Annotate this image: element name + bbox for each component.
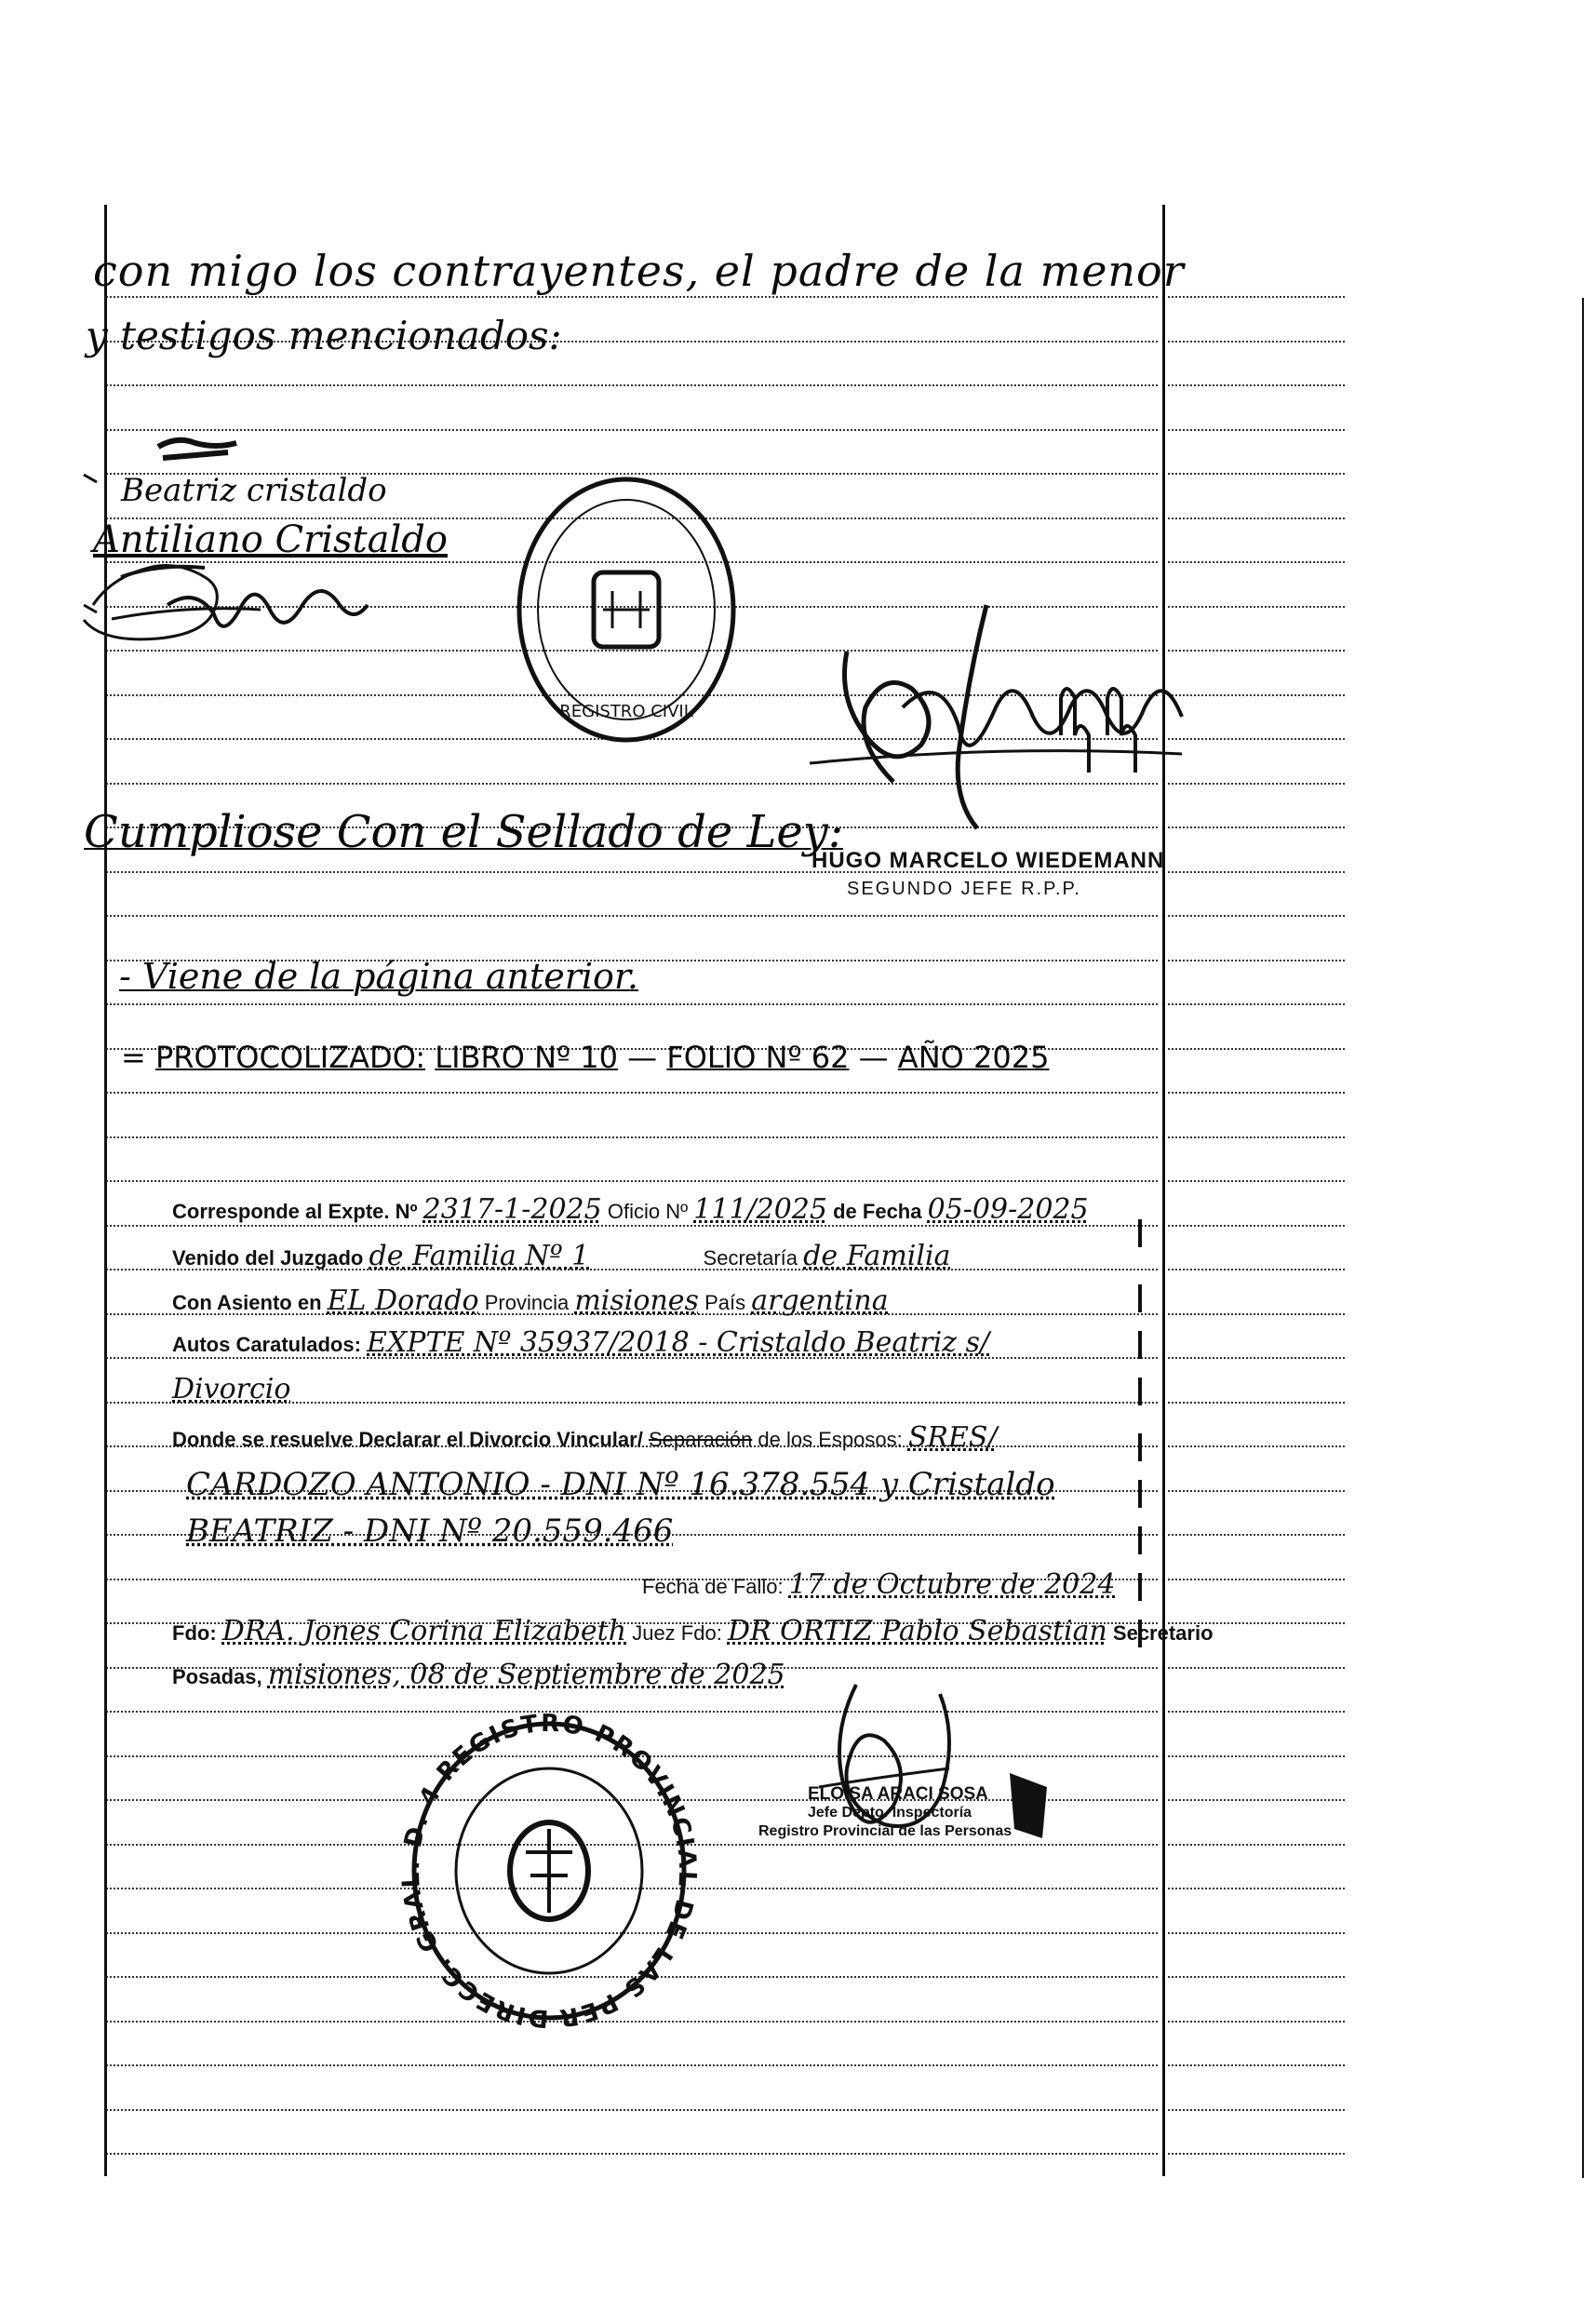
- fecha-label: de Fecha: [833, 1200, 922, 1223]
- posadas-label: Posadas,: [172, 1665, 262, 1688]
- fdo-label: Fdo:: [172, 1621, 217, 1645]
- ruled-line: [1168, 1534, 1345, 1536]
- fallo-value: 17 de Octubre de 2024: [788, 1568, 1116, 1601]
- fallo-label: Fecha de Fallo:: [642, 1575, 784, 1598]
- ruled-line: [1168, 1844, 1345, 1846]
- esposos-value-1: SRES/: [907, 1421, 998, 1454]
- ruled-line: [1168, 1313, 1345, 1315]
- ruled-line: [1168, 1402, 1345, 1404]
- seal-text-top: REGISTRO CIVIL: [559, 702, 693, 721]
- ruled-line: [1168, 871, 1345, 873]
- form-right-brackets: [1121, 1201, 1149, 1666]
- donde-label: Donde se resuelve Declarar el Divorcio Vincular/: [172, 1428, 643, 1451]
- secretaria-value: de Familia: [803, 1240, 951, 1272]
- pais-label: País: [704, 1291, 746, 1314]
- protocolizado-anio: AÑO 2025: [897, 1040, 1050, 1075]
- autos-value-2: Divorcio: [172, 1373, 291, 1405]
- asiento-value: EL Dorado: [327, 1284, 479, 1317]
- ruled-line: [1168, 1225, 1345, 1227]
- esposos-label: de los Esposos:: [758, 1428, 903, 1451]
- ruled-line: [1168, 1490, 1345, 1492]
- stamp-bottom-title-1: Jefe Depto. Inspectoría: [808, 1805, 972, 1821]
- ruled-line: [1168, 429, 1345, 431]
- juzgado-label: Venido del Juzgado: [172, 1246, 364, 1270]
- signatures-drawing: [56, 419, 409, 689]
- ruled-line: [1168, 1136, 1345, 1138]
- viene-de-pagina: - Viene de la página anterior.: [119, 956, 638, 997]
- form-row-fallo: [642, 1568, 1116, 1601]
- ruled-line: [1168, 296, 1345, 298]
- ruled-line: [1168, 1799, 1345, 1801]
- form-row-posadas: [172, 1661, 785, 1689]
- ruled-line: [106, 915, 1158, 917]
- esposos-value-2: CARDOZO ANTONIO - DNI Nº 16.378.554 y Cristaldo: [186, 1466, 1055, 1503]
- right-edge-line: [1582, 298, 1584, 2178]
- juzgado-value: de Familia Nº 1: [369, 1240, 590, 1272]
- juez-value: DR ORTIZ Pablo Sebastian: [727, 1615, 1107, 1647]
- ruled-line: [1168, 1092, 1345, 1094]
- ruled-line: [1168, 1667, 1345, 1669]
- protocolizado-folio: FOLIO Nº 62: [666, 1040, 850, 1075]
- ruled-line: [1168, 960, 1345, 961]
- wiedemann-signature: [791, 596, 1238, 856]
- form-row-esposos-2: [186, 1512, 674, 1550]
- ruled-line: [1168, 384, 1345, 386]
- juez-label: Juez Fdo:: [632, 1621, 722, 1645]
- fdo-value: DRA. Jones Corina Elizabeth: [221, 1615, 627, 1647]
- center-column-line: [1162, 205, 1165, 2176]
- handwritten-line-1: con migo los contrayentes, el padre de la menor: [93, 246, 1185, 296]
- ruled-line: [106, 2064, 1158, 2066]
- protocolizado-line: = PROTOCOLIZADO: LIBRO Nº 10 — FOLIO Nº 62 — AÑO 2025: [121, 1040, 1050, 1075]
- ruled-line: [1168, 1357, 1345, 1359]
- seal-text-bottom: DIRECC. GRAL. D. 4 REGISTRO PROVINCIAL DE LAS PERSONAS - MINISTERIO DE GOBIERNO: [396, 1691, 702, 2033]
- form-row-juzgado: [172, 1240, 951, 1272]
- form-row-autos: [172, 1326, 990, 1359]
- secretario-label: Secretario: [1112, 1621, 1214, 1645]
- ruled-line: [1168, 1976, 1345, 1978]
- ruled-line: [106, 1136, 1158, 1138]
- fecha-value: 05-09-2025: [927, 1193, 1089, 1226]
- bullet: =: [121, 1040, 155, 1075]
- ruled-line: [1168, 561, 1345, 563]
- stamp-bottom-title-2: Registro Provincial de las Personas: [758, 1823, 1013, 1839]
- ruled-line: [1168, 1048, 1345, 1050]
- separacion-label: Separación: [648, 1428, 753, 1451]
- protocolizado-libro: LIBRO Nº 10: [435, 1040, 618, 1075]
- ruled-line: [1168, 2153, 1345, 2155]
- ruled-line: [1168, 1579, 1345, 1580]
- secretaria-label: Secretaría: [703, 1246, 798, 1270]
- provincia-value: misiones: [574, 1284, 699, 1317]
- ruled-line: [1168, 1711, 1345, 1713]
- expte-label: Corresponde al Expte. Nº: [172, 1200, 418, 1223]
- ruled-line: [1168, 1445, 1345, 1447]
- stamp-bottom-mark: [1005, 1768, 1052, 1843]
- asiento-label: Con Asiento en: [172, 1291, 322, 1314]
- ruled-line: [106, 2153, 1158, 2155]
- ruled-line: [106, 384, 1158, 386]
- form-row-esposos-1: [186, 1466, 1055, 1503]
- signature-text-1: Beatriz cristaldo: [121, 472, 387, 509]
- registro-provincial-seal: [396, 1691, 702, 2033]
- oficio-label: Oficio Nº: [607, 1200, 689, 1223]
- form-row-donde: [172, 1421, 998, 1454]
- pais-value: argentina: [751, 1284, 889, 1317]
- ruled-line: [106, 2109, 1158, 2111]
- stamp-top-title: SEGUNDO JEFE R.P.P.: [847, 879, 1081, 899]
- autos-value-1: EXPTE Nº 35937/2018 - Cristaldo Beatriz s/: [367, 1326, 990, 1359]
- ruled-line: [1168, 2109, 1345, 2111]
- protocolizado-label: PROTOCOLIZADO:: [154, 1040, 426, 1075]
- ruled-line: [1168, 2064, 1345, 2066]
- ruled-line: [1168, 341, 1345, 343]
- registro-civil-seal: [510, 470, 743, 749]
- ruled-line: [1168, 1003, 1345, 1005]
- ruled-line: [1168, 2021, 1345, 2023]
- ruled-line: [1168, 1180, 1345, 1182]
- form-row-autos-cont: [172, 1373, 291, 1405]
- posadas-value: misiones, 08 de Septiembre de 2025: [267, 1659, 785, 1691]
- ruled-line: [1168, 518, 1345, 519]
- oficio-value: 111/2025: [693, 1193, 827, 1226]
- stamp-bottom-name: ELOISA ARACI SOSA: [808, 1784, 988, 1804]
- ruled-line: [1168, 1888, 1345, 1889]
- ruled-line: [106, 1092, 1158, 1094]
- signature-text-2: Antiliano Cristaldo: [93, 518, 448, 561]
- sellado-de-ley: Cumpliose Con el Sellado de Ley:: [84, 806, 844, 858]
- ruled-line: [1168, 1755, 1345, 1757]
- stamp-top-name: HUGO MARCELO WIEDEMANN: [811, 848, 1165, 873]
- ruled-line: [1168, 915, 1345, 917]
- esposos-value-3: BEATRIZ - DNI Nº 20.559.466: [186, 1512, 674, 1550]
- ruled-line: [106, 296, 1158, 298]
- form-row-asiento: [172, 1284, 889, 1317]
- ruled-line: [1168, 1932, 1345, 1934]
- ruled-line: [106, 1003, 1158, 1005]
- autos-label: Autos Caratulados:: [172, 1333, 361, 1356]
- ruled-line: [1168, 473, 1345, 475]
- ruled-line: [106, 1180, 1158, 1182]
- provincia-label: Provincia: [484, 1291, 570, 1314]
- handwritten-line-2: y testigos mencionados:: [86, 313, 562, 358]
- form-row-expte: [172, 1193, 1089, 1226]
- form-row-fdo: [172, 1615, 1214, 1647]
- expte-value: 2317-1-2025: [422, 1193, 602, 1226]
- ruled-line: [1168, 1269, 1345, 1270]
